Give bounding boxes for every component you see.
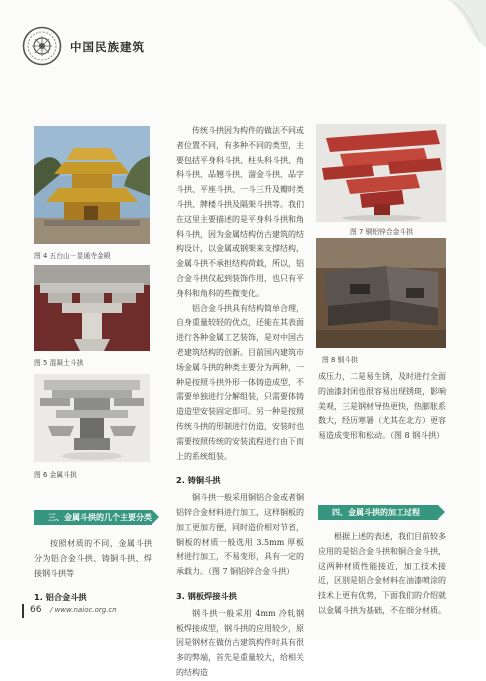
body-paragraph: 成压力，二是易生锈，及时进行全面的油漆封闭也很容易出现锈斑，影响美观，三是钢材导热更快，热膨胀系数大，经历寒暑（尤其在北方）更容易造成变形和松动。（图 8 钢斗拱） [318, 372, 446, 441]
middle-column [176, 124, 304, 681]
figure-caption: 图 7 铜铝锌合金斗拱 [350, 228, 414, 236]
body-paragraph: 按照材质的不同，金属斗拱分为铝合金斗拱、铸铜斗拱、焊接钢斗拱等 [34, 539, 152, 578]
temple-photo [34, 126, 150, 244]
figure-caption: 图 8 钢斗拱 [322, 356, 358, 364]
figure-caption: 图 6 金属斗拱 [34, 471, 77, 479]
right-column-top [318, 370, 446, 444]
site-url[interactable]: / www.naioc.org.cn [50, 606, 117, 614]
section-banner: 四、金属斗拱的加工过程 [318, 505, 438, 520]
body-paragraph: 铜斗拱一般采用铜铝合金或者铜铝锌合金材料进行加工，这样铜板的加工更加方便，同时造价相对节省，铜板的材质一般选用 3.5mm 厚板材进行加工，不易变形，具有一定的承载力。（图 7 铜铝锌合金斗拱） [176, 493, 304, 577]
steel-dougong-photo [316, 238, 446, 348]
section-subhead: 2. 铸铜斗拱 [176, 475, 221, 486]
figure-caption: 图 4 五台山－显通寺金殿 [34, 252, 111, 260]
concrete-dougong-photo [34, 265, 150, 351]
body-paragraph: 铝合金斗拱具有结构简单合理，自身重量较轻的优点，还能在其表面进行各种金属工艺装饰，是对中国古老建筑结构的创新。目前国内建筑市场金属斗拱的种类主要分为两种，一种是按照斗拱外形一体铸造成型，不需要单独进行分解组装，只需要体铸造造型安装固定即可。另一种是按照传统斗拱的形制进行仿造，安装时也需要按照传统的安装流程进行由下而上的系统组装。 [176, 303, 304, 461]
figure-caption: 图 5 混凝土斗拱 [34, 359, 84, 367]
section-subhead: 1. 铝合金斗拱 [34, 592, 87, 603]
copper-dougong-photo [316, 124, 446, 222]
emblem-icon [22, 26, 62, 66]
footer-bar [22, 604, 24, 618]
section-banner: 三、金属斗拱的几个主要分类 [34, 510, 152, 525]
body-paragraph: 钢斗拱一般采用 4mm 冷轧钢板焊接成型，钢斗拱的应用较少，原因是钢材在做仿古建筑构件时具有很多的弊端，首先是重量较大，给相关的结构造 [176, 608, 304, 677]
metal-dougong-photo [34, 374, 150, 462]
left-column [34, 537, 152, 608]
body-paragraph: 根据上述的表述，我们目前较多应用的是铝合金斗拱和铜合金斗拱，这两种材质性能接近，加工技术接近，区别是铝合金材料在油漆喷涂的技术上更有优势，下面我们的介绍就以金属斗拱为基础，不在细分材质。 [318, 532, 446, 615]
page-number: 66 [30, 605, 42, 615]
leaf-decoration-icon [440, 0, 486, 48]
body-paragraph: 传统斗拱因为构件的做法不同或者位置不同，有多种不同的类型，主要包括平身科斗拱、柱头科斗拱、角科斗拱、品翘斗拱、溜金斗拱、品字斗拱、平座斗拱、一斗三升及瓣时类斗拱、牌楼斗拱及隔架斗拱等。我们在这里主要描述的是平身科斗拱和角科斗拱，因为金属结构仿古建筑的结构设计，以金属或钢架来支撑结构，金属斗拱不承担结构荷载，所以，铝合金斗拱仅起到装饰作用，也只有平身科和角科的些微变化。 [176, 126, 304, 298]
section-subhead: 3. 钢板焊接斗拱 [176, 590, 237, 601]
magazine-title: 中国民族建筑 [70, 40, 145, 54]
right-column-bottom [318, 530, 446, 619]
